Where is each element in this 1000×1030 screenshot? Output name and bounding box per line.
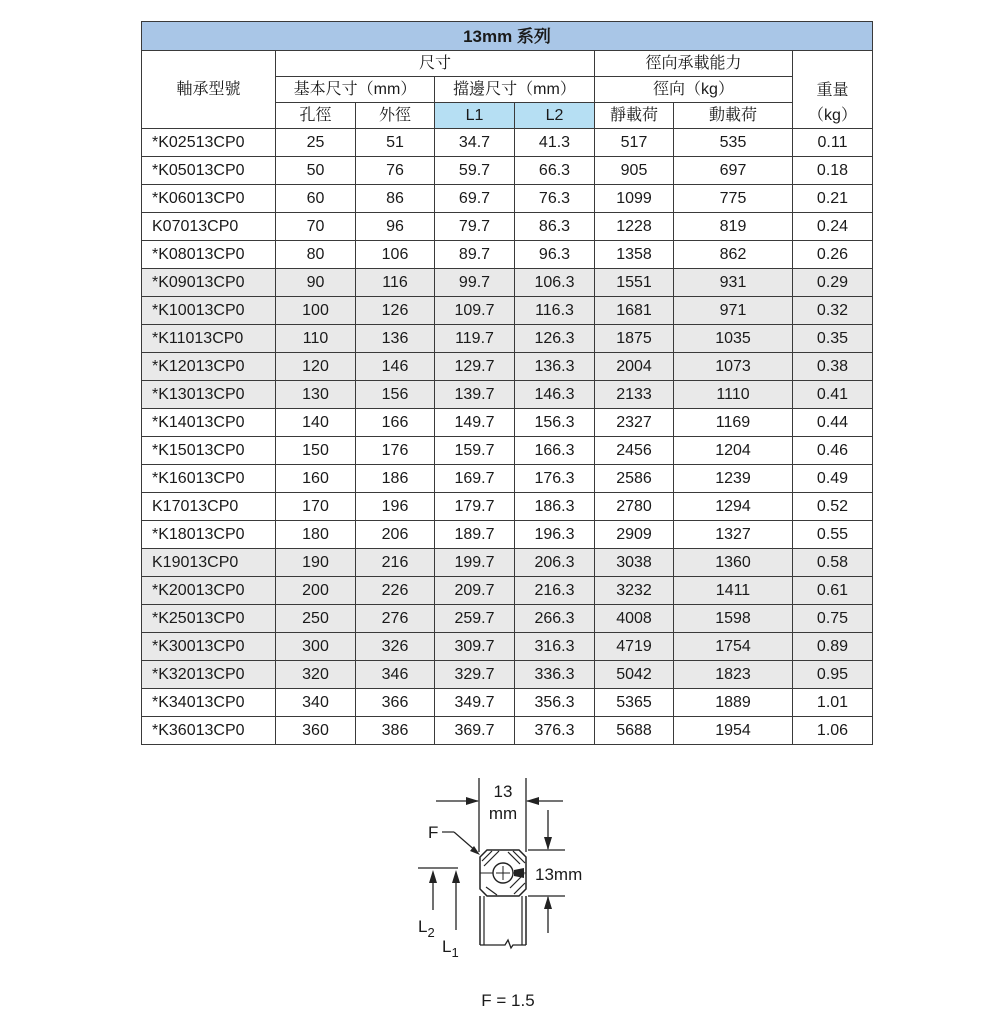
cell-l2: 206.3 bbox=[515, 549, 595, 577]
cell-outer: 276 bbox=[356, 605, 435, 633]
cell-l2: 216.3 bbox=[515, 577, 595, 605]
cell-dynamic-load: 775 bbox=[674, 185, 793, 213]
header-l1: L1 bbox=[435, 103, 515, 129]
cell-dynamic-load: 697 bbox=[674, 157, 793, 185]
cell-bore: 190 bbox=[276, 549, 356, 577]
header-shoulder-dims: 擋邊尺寸（mm） bbox=[435, 77, 595, 103]
cell-outer: 366 bbox=[356, 689, 435, 717]
table-row bbox=[142, 185, 873, 213]
cell-static-load: 2456 bbox=[595, 437, 674, 465]
header-static-load: 靜載荷 bbox=[595, 103, 674, 129]
cell-dynamic-load: 535 bbox=[674, 129, 793, 157]
l1-label: $L_1$ bbox=[442, 937, 459, 960]
header-bore: 孔徑 bbox=[276, 103, 356, 129]
table-row bbox=[142, 493, 873, 521]
table-row bbox=[142, 605, 873, 633]
cell-static-load: 905 bbox=[595, 157, 674, 185]
table-row bbox=[142, 129, 873, 157]
cell-outer: 176 bbox=[356, 437, 435, 465]
cell-l2: 41.3 bbox=[515, 129, 595, 157]
table-row bbox=[142, 661, 873, 689]
cell-static-load: 1875 bbox=[595, 325, 674, 353]
cell-weight: 0.46 bbox=[793, 437, 873, 465]
cell-l2: 156.3 bbox=[515, 409, 595, 437]
cell-l1: 59.7 bbox=[435, 157, 515, 185]
cell-weight: 0.55 bbox=[793, 521, 873, 549]
l2-label: $L_2$ bbox=[418, 917, 435, 940]
cell-l2: 186.3 bbox=[515, 493, 595, 521]
cell-model: *K05013CP0 bbox=[142, 157, 276, 185]
cell-bore: 320 bbox=[276, 661, 356, 689]
cell-outer: 156 bbox=[356, 381, 435, 409]
cell-bore: 25 bbox=[276, 129, 356, 157]
cell-l1: 139.7 bbox=[435, 381, 515, 409]
cell-model: *K13013CP0 bbox=[142, 381, 276, 409]
width-unit-label: mm bbox=[488, 804, 518, 823]
cell-l1: 34.7 bbox=[435, 129, 515, 157]
cell-dynamic-load: 1327 bbox=[674, 521, 793, 549]
header-dimensions: 尺寸 bbox=[276, 51, 595, 77]
header-model: 軸承型號 bbox=[142, 51, 276, 129]
table-row bbox=[142, 325, 873, 353]
cell-bore: 50 bbox=[276, 157, 356, 185]
cell-outer: 326 bbox=[356, 633, 435, 661]
cell-weight: 0.32 bbox=[793, 297, 873, 325]
cell-outer: 126 bbox=[356, 297, 435, 325]
cell-outer: 166 bbox=[356, 409, 435, 437]
table-body bbox=[142, 129, 873, 745]
cell-dynamic-load: 971 bbox=[674, 297, 793, 325]
cell-outer: 51 bbox=[356, 129, 435, 157]
cell-model: *K20013CP0 bbox=[142, 577, 276, 605]
cell-model: *K02513CP0 bbox=[142, 129, 276, 157]
cell-weight: 0.49 bbox=[793, 465, 873, 493]
cell-model: *K10013CP0 bbox=[142, 297, 276, 325]
cell-dynamic-load: 1754 bbox=[674, 633, 793, 661]
cell-model: *K36013CP0 bbox=[142, 717, 276, 745]
cell-l2: 166.3 bbox=[515, 437, 595, 465]
cell-outer: 386 bbox=[356, 717, 435, 745]
cell-weight: 0.38 bbox=[793, 353, 873, 381]
fillet-note: F = 1.5 bbox=[481, 991, 535, 1010]
table-row bbox=[142, 577, 873, 605]
cell-l2: 126.3 bbox=[515, 325, 595, 353]
cell-weight: 1.01 bbox=[793, 689, 873, 717]
cell-model: *K14013CP0 bbox=[142, 409, 276, 437]
cell-l1: 189.7 bbox=[435, 521, 515, 549]
cell-weight: 0.35 bbox=[793, 325, 873, 353]
cell-dynamic-load: 1239 bbox=[674, 465, 793, 493]
cell-bore: 120 bbox=[276, 353, 356, 381]
height-arrow-bottom-head bbox=[544, 896, 552, 909]
cell-weight: 0.75 bbox=[793, 605, 873, 633]
header-weight-unit: （kg） bbox=[793, 103, 873, 129]
cell-static-load: 1358 bbox=[595, 241, 674, 269]
cell-bore: 300 bbox=[276, 633, 356, 661]
cell-l1: 69.7 bbox=[435, 185, 515, 213]
cell-dynamic-load: 1598 bbox=[674, 605, 793, 633]
cell-weight: 0.52 bbox=[793, 493, 873, 521]
cell-bore: 340 bbox=[276, 689, 356, 717]
cell-dynamic-load: 862 bbox=[674, 241, 793, 269]
cell-outer: 96 bbox=[356, 213, 435, 241]
cell-static-load: 1099 bbox=[595, 185, 674, 213]
cell-l1: 169.7 bbox=[435, 465, 515, 493]
fillet-label: F bbox=[428, 823, 439, 842]
width-value-label: 13 bbox=[493, 782, 513, 801]
cell-dynamic-load: 1823 bbox=[674, 661, 793, 689]
cell-dynamic-load: 1110 bbox=[674, 381, 793, 409]
cell-bore: 80 bbox=[276, 241, 356, 269]
cell-l1: 89.7 bbox=[435, 241, 515, 269]
cell-l1: 159.7 bbox=[435, 437, 515, 465]
cell-bore: 140 bbox=[276, 409, 356, 437]
cell-outer: 146 bbox=[356, 353, 435, 381]
cell-bore: 250 bbox=[276, 605, 356, 633]
cell-static-load: 1681 bbox=[595, 297, 674, 325]
cell-static-load: 1551 bbox=[595, 269, 674, 297]
cell-weight: 0.44 bbox=[793, 409, 873, 437]
cell-bore: 90 bbox=[276, 269, 356, 297]
cell-bore: 100 bbox=[276, 297, 356, 325]
break-line bbox=[480, 940, 526, 948]
cell-dynamic-load: 1411 bbox=[674, 577, 793, 605]
cell-bore: 150 bbox=[276, 437, 356, 465]
cell-l1: 209.7 bbox=[435, 577, 515, 605]
width-arrow-right-head bbox=[526, 797, 539, 805]
table-row bbox=[142, 157, 873, 185]
cell-weight: 0.95 bbox=[793, 661, 873, 689]
table-row bbox=[142, 241, 873, 269]
cell-weight: 0.18 bbox=[793, 157, 873, 185]
width-arrow-left-head bbox=[466, 797, 479, 805]
cell-dynamic-load: 931 bbox=[674, 269, 793, 297]
cell-dynamic-load: 1073 bbox=[674, 353, 793, 381]
cell-weight: 0.58 bbox=[793, 549, 873, 577]
cell-l2: 336.3 bbox=[515, 661, 595, 689]
cell-weight: 0.24 bbox=[793, 213, 873, 241]
cell-l2: 76.3 bbox=[515, 185, 595, 213]
header-radial-capacity: 徑向承載能力 bbox=[595, 51, 793, 77]
table-row bbox=[142, 437, 873, 465]
table-row bbox=[142, 409, 873, 437]
cell-dynamic-load: 1169 bbox=[674, 409, 793, 437]
cell-static-load: 5042 bbox=[595, 661, 674, 689]
cell-static-load: 517 bbox=[595, 129, 674, 157]
bearing-spec-table bbox=[141, 21, 873, 745]
cell-l2: 66.3 bbox=[515, 157, 595, 185]
cell-static-load: 2586 bbox=[595, 465, 674, 493]
cell-bore: 200 bbox=[276, 577, 356, 605]
height-label: 13mm bbox=[535, 865, 583, 884]
cell-l2: 116.3 bbox=[515, 297, 595, 325]
cell-static-load: 4008 bbox=[595, 605, 674, 633]
cell-l1: 79.7 bbox=[435, 213, 515, 241]
cell-dynamic-load: 1294 bbox=[674, 493, 793, 521]
cell-static-load: 2780 bbox=[595, 493, 674, 521]
cell-weight: 0.26 bbox=[793, 241, 873, 269]
table-title: 13mm 系列 bbox=[142, 22, 873, 51]
cell-model: *K30013CP0 bbox=[142, 633, 276, 661]
cell-weight: 0.21 bbox=[793, 185, 873, 213]
l1-arrow-head bbox=[452, 870, 460, 883]
cell-model: *K34013CP0 bbox=[142, 689, 276, 717]
cell-model: K19013CP0 bbox=[142, 549, 276, 577]
cell-weight: 0.61 bbox=[793, 577, 873, 605]
cell-outer: 226 bbox=[356, 577, 435, 605]
table-row bbox=[142, 297, 873, 325]
cell-bore: 180 bbox=[276, 521, 356, 549]
cell-model: *K16013CP0 bbox=[142, 465, 276, 493]
cell-l2: 136.3 bbox=[515, 353, 595, 381]
cell-outer: 136 bbox=[356, 325, 435, 353]
cell-l2: 266.3 bbox=[515, 605, 595, 633]
cell-model: K07013CP0 bbox=[142, 213, 276, 241]
table-row bbox=[142, 633, 873, 661]
cell-bore: 170 bbox=[276, 493, 356, 521]
cell-outer: 206 bbox=[356, 521, 435, 549]
cell-l1: 149.7 bbox=[435, 409, 515, 437]
cell-dynamic-load: 1954 bbox=[674, 717, 793, 745]
l2-arrow-head bbox=[429, 870, 437, 883]
cell-l1: 329.7 bbox=[435, 661, 515, 689]
table-row bbox=[142, 213, 873, 241]
cell-l2: 356.3 bbox=[515, 689, 595, 717]
cell-bore: 130 bbox=[276, 381, 356, 409]
cell-outer: 86 bbox=[356, 185, 435, 213]
table-row bbox=[142, 689, 873, 717]
cell-static-load: 3232 bbox=[595, 577, 674, 605]
header-outer: 外徑 bbox=[356, 103, 435, 129]
cell-bore: 160 bbox=[276, 465, 356, 493]
table-row bbox=[142, 521, 873, 549]
cell-model: *K12013CP0 bbox=[142, 353, 276, 381]
cell-weight: 0.29 bbox=[793, 269, 873, 297]
cell-l1: 119.7 bbox=[435, 325, 515, 353]
height-arrow-top-head bbox=[544, 837, 552, 850]
table-row bbox=[142, 269, 873, 297]
cell-outer: 76 bbox=[356, 157, 435, 185]
cell-static-load: 2133 bbox=[595, 381, 674, 409]
header-radial-unit: 徑向（kg） bbox=[595, 77, 793, 103]
cell-static-load: 3038 bbox=[595, 549, 674, 577]
cell-bore: 60 bbox=[276, 185, 356, 213]
header-weight: 重量 bbox=[793, 51, 873, 103]
cell-static-load: 5365 bbox=[595, 689, 674, 717]
cell-dynamic-load: 1360 bbox=[674, 549, 793, 577]
cell-static-load: 4719 bbox=[595, 633, 674, 661]
cell-outer: 346 bbox=[356, 661, 435, 689]
cell-model: *K09013CP0 bbox=[142, 269, 276, 297]
header-l2: L2 bbox=[515, 103, 595, 129]
cell-dynamic-load: 1889 bbox=[674, 689, 793, 717]
cell-bore: 70 bbox=[276, 213, 356, 241]
cell-l2: 196.3 bbox=[515, 521, 595, 549]
table-row bbox=[142, 353, 873, 381]
cell-weight: 0.89 bbox=[793, 633, 873, 661]
cell-bore: 110 bbox=[276, 325, 356, 353]
table-row bbox=[142, 549, 873, 577]
cell-l1: 199.7 bbox=[435, 549, 515, 577]
header-dynamic-load: 動載荷 bbox=[674, 103, 793, 129]
cell-dynamic-load: 1204 bbox=[674, 437, 793, 465]
cell-static-load: 2909 bbox=[595, 521, 674, 549]
cell-l2: 316.3 bbox=[515, 633, 595, 661]
header-basic-dims: 基本尺寸（mm） bbox=[276, 77, 435, 103]
table-row bbox=[142, 717, 873, 745]
cell-model: *K08013CP0 bbox=[142, 241, 276, 269]
cell-l1: 259.7 bbox=[435, 605, 515, 633]
cell-weight: 0.41 bbox=[793, 381, 873, 409]
cell-dynamic-load: 819 bbox=[674, 213, 793, 241]
cell-model: *K06013CP0 bbox=[142, 185, 276, 213]
cell-l2: 86.3 bbox=[515, 213, 595, 241]
cell-l2: 106.3 bbox=[515, 269, 595, 297]
cell-outer: 186 bbox=[356, 465, 435, 493]
cell-l1: 99.7 bbox=[435, 269, 515, 297]
table-row bbox=[142, 465, 873, 493]
cell-l1: 349.7 bbox=[435, 689, 515, 717]
seal-black bbox=[514, 868, 524, 878]
cell-model: *K15013CP0 bbox=[142, 437, 276, 465]
cell-model: *K18013CP0 bbox=[142, 521, 276, 549]
cell-l2: 176.3 bbox=[515, 465, 595, 493]
cell-static-load: 2004 bbox=[595, 353, 674, 381]
cell-model: K17013CP0 bbox=[142, 493, 276, 521]
cell-l1: 369.7 bbox=[435, 717, 515, 745]
cell-bore: 360 bbox=[276, 717, 356, 745]
table-row bbox=[142, 381, 873, 409]
cell-weight: 0.11 bbox=[793, 129, 873, 157]
cell-outer: 196 bbox=[356, 493, 435, 521]
cell-static-load: 1228 bbox=[595, 213, 674, 241]
cell-model: *K25013CP0 bbox=[142, 605, 276, 633]
cell-outer: 116 bbox=[356, 269, 435, 297]
cell-static-load: 2327 bbox=[595, 409, 674, 437]
cell-l1: 179.7 bbox=[435, 493, 515, 521]
cell-l1: 309.7 bbox=[435, 633, 515, 661]
cell-l1: 129.7 bbox=[435, 353, 515, 381]
cell-dynamic-load: 1035 bbox=[674, 325, 793, 353]
cell-l2: 376.3 bbox=[515, 717, 595, 745]
cell-static-load: 5688 bbox=[595, 717, 674, 745]
cell-model: *K32013CP0 bbox=[142, 661, 276, 689]
bearing-cross-section-diagram bbox=[400, 770, 620, 1020]
cell-l1: 109.7 bbox=[435, 297, 515, 325]
cell-l2: 96.3 bbox=[515, 241, 595, 269]
cell-outer: 106 bbox=[356, 241, 435, 269]
cell-model: *K11013CP0 bbox=[142, 325, 276, 353]
cell-weight: 1.06 bbox=[793, 717, 873, 745]
cell-outer: 216 bbox=[356, 549, 435, 577]
cell-l2: 146.3 bbox=[515, 381, 595, 409]
